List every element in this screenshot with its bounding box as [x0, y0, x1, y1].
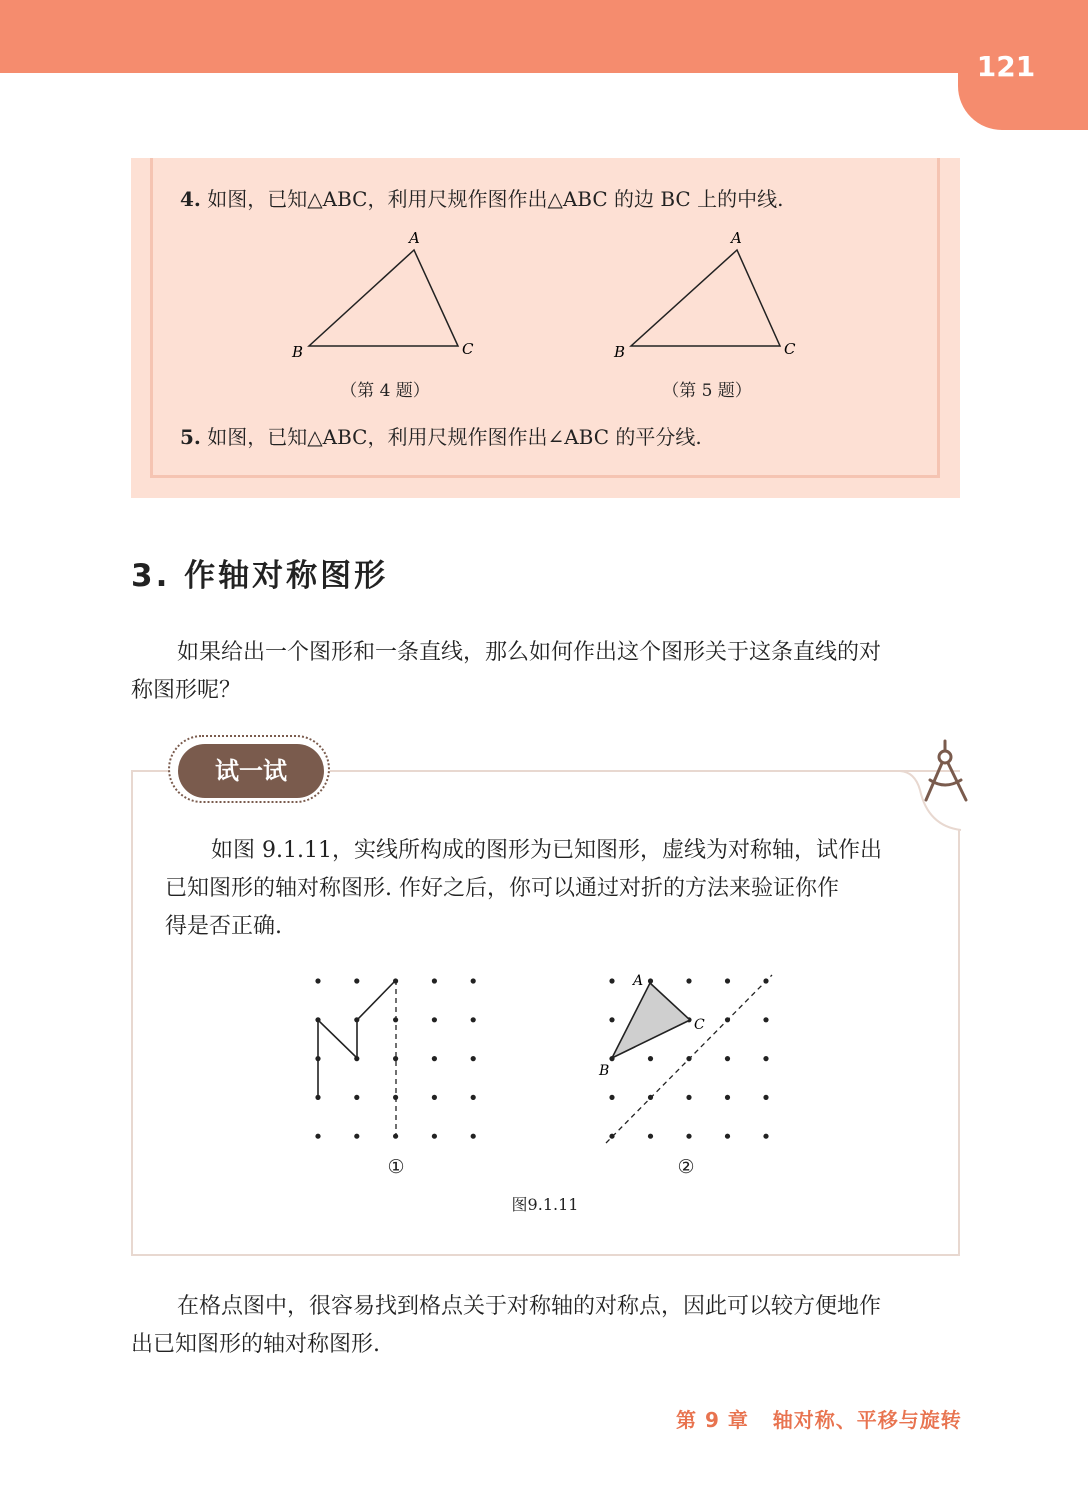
figure-5-caption: （第 5 题）: [662, 381, 752, 401]
grid-dot: [725, 978, 730, 983]
grid-dot: [432, 1095, 437, 1100]
grid-dot: [432, 1056, 437, 1061]
label-b: B: [292, 343, 304, 361]
grid-dot: [471, 1095, 476, 1100]
grid-dot: [354, 1134, 359, 1139]
grid-dot: [725, 1095, 730, 1100]
grid-dot: [763, 1056, 768, 1061]
label-c: C: [462, 340, 474, 358]
grid-label-b: B: [599, 1063, 610, 1079]
conclusion-line-2: 出已知图形的轴对称图形.: [131, 1332, 380, 1357]
label-c-5: C: [784, 340, 796, 358]
known-triangle-2: [612, 983, 690, 1058]
grid-dot: [354, 1095, 359, 1100]
grid-dot: [763, 1017, 768, 1022]
grid-dot: [609, 978, 614, 983]
grid-dot: [471, 1134, 476, 1139]
figure-label-1: ①: [387, 1156, 405, 1178]
grid-dot: [763, 1095, 768, 1100]
grid-dot: [471, 1017, 476, 1022]
grid-dot: [609, 1095, 614, 1100]
grid-dot: [609, 1017, 614, 1022]
section-title: 3. 作轴对称图形: [131, 558, 389, 594]
grid-dot: [725, 1134, 730, 1139]
label-a-5: A: [731, 229, 742, 247]
intro-line-2: 称图形呢？: [131, 678, 242, 703]
grid-dot: [648, 1056, 653, 1061]
exercise-5-text: 如图，已知△ABC，利用尺规作图作出∠ABC 的平分线.: [207, 425, 702, 449]
axis-line-2: [606, 975, 772, 1143]
intro-line-1: 如果给出一个图形和一条直线，那么如何作出这个图形关于这条直线的对: [177, 640, 882, 665]
grid-dot: [686, 1095, 691, 1100]
grid-dot: [686, 978, 691, 983]
exercise-4-text: 如图，已知△ABC，利用尺规作图作出△ABC 的边 BC 上的中线.: [207, 187, 784, 211]
grid-dot: [432, 1017, 437, 1022]
grid-dot: [432, 1134, 437, 1139]
try-line-3: 得是否正确.: [165, 914, 282, 939]
grid-dot: [648, 1134, 653, 1139]
conclusion-line-1: 在格点图中，很容易找到格点关于对称轴的对称点，因此可以较方便地作: [177, 1294, 882, 1319]
conclusion: [131, 1288, 961, 1364]
grid-dot: [763, 1134, 768, 1139]
grid-dot: [315, 1134, 320, 1139]
try-line-2: 已知图形的轴对称图形. 作好之后，你可以通过对折的方法来验证你作: [165, 876, 839, 901]
grid-dot: [471, 1056, 476, 1061]
figure-caption: 图9.1.11: [511, 1195, 579, 1214]
grid-label-c: C: [694, 1017, 705, 1033]
grid-label-a: A: [633, 973, 644, 989]
grid-dot: [725, 1056, 730, 1061]
grid-dot: [315, 978, 320, 983]
figure-4-caption: （第 4 题）: [340, 381, 430, 401]
figure-label-2: ②: [677, 1156, 695, 1178]
label-b-5: B: [614, 343, 626, 361]
try-line-1: 如图 9.1.11，实线所构成的图形为已知图形，虚线为对称轴，试作出: [211, 838, 882, 863]
exercise-5-number: 5.: [180, 425, 201, 449]
page-number: 121: [976, 50, 1036, 83]
known-shape-1: [318, 980, 396, 1097]
chapter-footer: 第 9 章 轴对称、平移与旋转: [676, 1408, 962, 1432]
grid-dot: [686, 1134, 691, 1139]
exercise-4-number: 4.: [180, 187, 201, 211]
grid-dot: [354, 978, 359, 983]
grid-dot: [471, 978, 476, 983]
label-a: A: [409, 229, 420, 247]
try-badge: 试一试: [178, 744, 324, 798]
grid-dot: [432, 978, 437, 983]
